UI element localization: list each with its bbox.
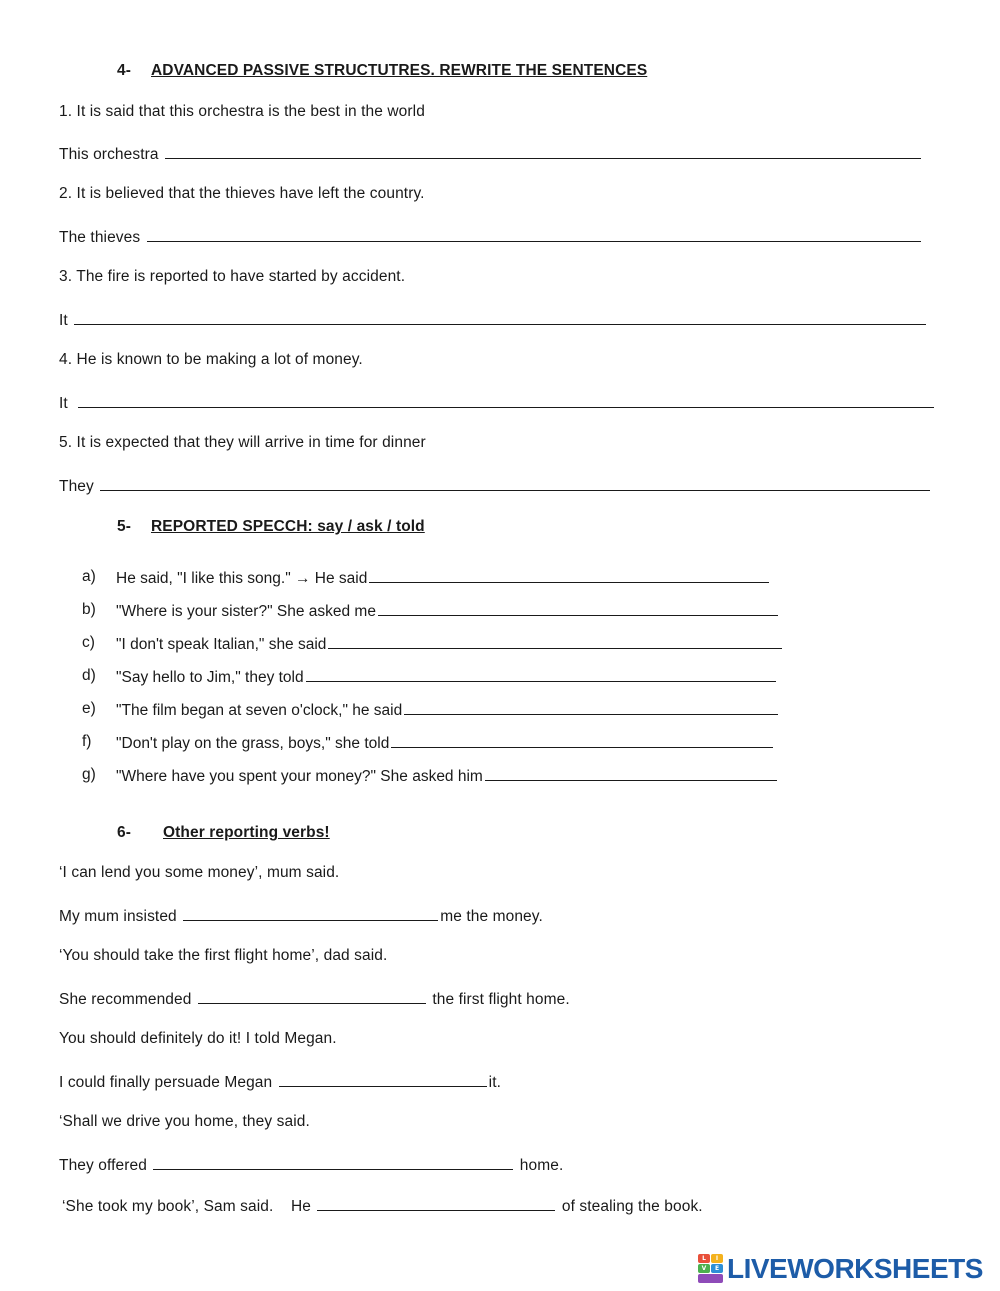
item-letter: e) xyxy=(82,700,96,717)
sentence-start: My mum insisted xyxy=(59,908,177,925)
question-prompt: 3. The fire is reported to have started by accident. xyxy=(59,268,406,285)
answer-line xyxy=(59,309,928,331)
question-prompt: 4. He is known to be making a lot of money. xyxy=(59,351,363,368)
sentence-end: it. xyxy=(488,1074,502,1091)
answer-blank[interactable] xyxy=(165,143,921,159)
item-letter: c) xyxy=(82,634,95,651)
answer-blank[interactable] xyxy=(369,567,769,583)
sentence xyxy=(59,905,543,927)
item-letter: g) xyxy=(82,766,96,783)
answer-blank[interactable] xyxy=(78,392,934,408)
sentence-start: She recommended xyxy=(59,991,192,1008)
list-item xyxy=(0,666,1000,686)
answer-start: The thieves xyxy=(59,229,141,246)
answer-blank[interactable] xyxy=(198,988,426,1004)
sentence xyxy=(62,1195,703,1217)
answer-blank[interactable] xyxy=(328,633,782,649)
answer-line xyxy=(59,143,923,165)
answer-blank[interactable] xyxy=(279,1071,487,1087)
sentence: You should definitely do it! I told Megan. xyxy=(59,1030,337,1047)
answer-blank[interactable] xyxy=(153,1154,513,1170)
answer-blank[interactable] xyxy=(404,699,778,715)
answer-blank[interactable] xyxy=(74,309,926,325)
answer-start: It xyxy=(59,312,68,329)
answer-start: This orchestra xyxy=(59,146,159,163)
answer-blank[interactable] xyxy=(147,226,921,242)
question-prompt: 2. It is believed that the thieves have left the country. xyxy=(59,185,425,202)
item-text: "Where have you spent your money?" She asked him xyxy=(116,768,483,785)
answer-blank[interactable] xyxy=(378,600,778,616)
item-letter: a) xyxy=(82,568,96,585)
answer-blank[interactable] xyxy=(183,905,438,921)
answer-start: It xyxy=(59,395,68,412)
question-prompt: 1. It is said that this orchestra is the best in the world xyxy=(59,103,425,120)
sentence-end: of stealing the book. xyxy=(561,1198,703,1215)
item-text: "I don't speak Italian," she said xyxy=(116,636,327,653)
section-title: ADVANCED PASSIVE STRUCTUTRES. REWRITE THE SENTENCES xyxy=(151,62,648,79)
list-item xyxy=(0,765,1000,785)
list-item xyxy=(0,699,1000,719)
sentence-start: I could finally persuade Megan xyxy=(59,1074,273,1091)
item-letter: d) xyxy=(82,667,96,684)
answer-blank[interactable] xyxy=(391,732,773,748)
item-text: He said, "I like this song." → He said xyxy=(116,570,368,587)
sentence-end: home. xyxy=(519,1157,564,1174)
sentence: ‘I can lend you some money’, mum said. xyxy=(59,864,340,881)
list-item xyxy=(0,567,1000,587)
answer-blank[interactable] xyxy=(317,1195,555,1211)
sentence xyxy=(59,1154,563,1176)
sentence-end: me the money. xyxy=(440,908,543,925)
sentence xyxy=(59,988,570,1010)
sentence-end: the first flight home. xyxy=(432,991,570,1008)
answer-line xyxy=(59,392,936,414)
answer-line xyxy=(59,226,923,248)
item-letter: b) xyxy=(82,601,96,618)
answer-blank[interactable] xyxy=(485,765,777,781)
item-text: "Say hello to Jim," they told xyxy=(116,669,304,686)
section-number: 5- xyxy=(117,518,131,535)
sentence xyxy=(59,1071,501,1093)
list-item xyxy=(0,600,1000,620)
sentence: ‘Shall we drive you home, they said. xyxy=(59,1113,310,1130)
brand-name: LIVEWORKSHEETS xyxy=(727,1253,983,1284)
sentence: ‘You should take the first flight home’, dad said. xyxy=(59,947,388,964)
answer-start: They xyxy=(59,478,94,495)
liveworksheets-logo[interactable] xyxy=(698,1252,983,1286)
item-letter: f) xyxy=(82,733,92,750)
answer-line xyxy=(59,475,932,497)
item-text: "Where is your sister?" She asked me xyxy=(116,603,376,620)
item-text: "The film began at seven o'clock," he said xyxy=(116,702,403,719)
sentence-start: They offered xyxy=(59,1157,147,1174)
answer-blank[interactable] xyxy=(100,475,930,491)
section-title: Other reporting verbs! xyxy=(163,824,330,841)
section-number: 6- xyxy=(117,824,131,841)
section-number: 4- xyxy=(117,62,131,79)
section-title: REPORTED SPECCH: say / ask / told xyxy=(151,518,425,535)
liveworksheets-mark-icon: L I V E xyxy=(698,1254,724,1284)
sentence-start: ‘She took my book’, Sam said. He xyxy=(62,1198,312,1215)
item-text: "Don't play on the grass, boys," she told xyxy=(116,735,390,752)
answer-blank[interactable] xyxy=(306,666,776,682)
list-item xyxy=(0,732,1000,752)
question-prompt: 5. It is expected that they will arrive in time for dinner xyxy=(59,434,426,451)
list-item xyxy=(0,633,1000,653)
